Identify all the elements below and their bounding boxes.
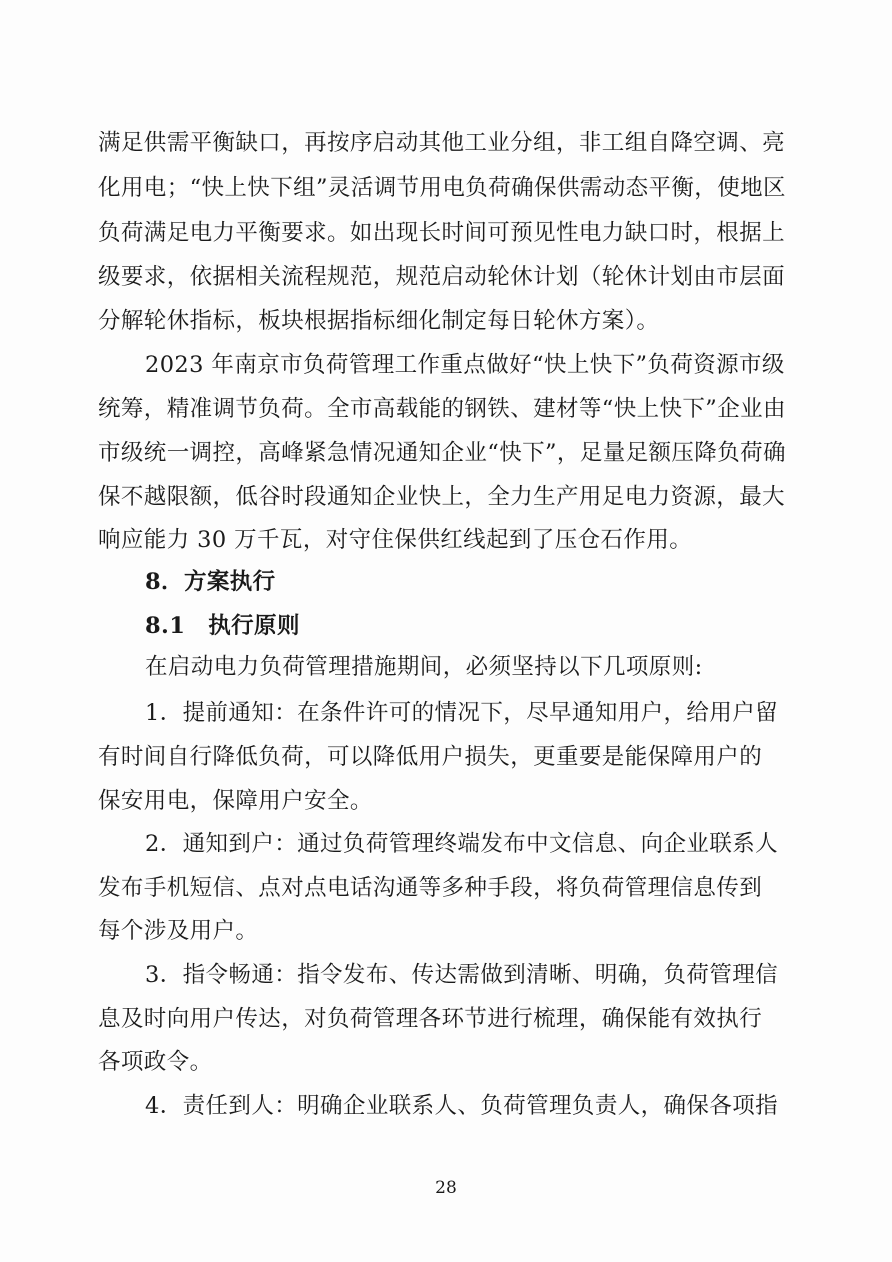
body-text-line: 统筹，精准调节负荷。全市高载能的钢铁、建材等“快上快下”企业由 bbox=[98, 396, 786, 422]
body-text-line: 分解轮休指标，板块根据指标细化制定每日轮休方案）。 bbox=[98, 308, 660, 334]
list-item-first-line: 4．责任到人：明确企业联系人、负荷管理负责人，确保各项指 bbox=[145, 1093, 779, 1119]
paragraph-first-line: 在启动电力负荷管理措施期间，必须坚持以下几项原则: bbox=[145, 654, 703, 680]
list-item-first-line: 1．提前通知：在条件许可的情况下，尽早通知用户，给用户留 bbox=[145, 700, 779, 726]
body-text-line: 保安用电，保障用户安全。 bbox=[98, 788, 373, 814]
body-text-line: 响应能力 30 万千瓦，对守住保供红线起到了压仓石作用。 bbox=[98, 527, 693, 553]
list-item-first-line: 2．通知到户：通过负荷管理终端发布中文信息、向企业联系人 bbox=[145, 831, 779, 857]
body-text-line: 每个涉及用户。 bbox=[98, 918, 259, 944]
body-text-line: 满足供需平衡缺口，再按序启动其他工业分组，非工组自降空调、亮 bbox=[98, 130, 786, 156]
body-text-line: 负荷满足电力平衡要求。如出现长时间可预见性电力缺口时，根据上 bbox=[98, 220, 786, 246]
body-text-line: 有时间自行降低负荷，可以降低用户损失，更重要是能保障用户的 bbox=[98, 744, 763, 770]
section-heading: 8．方案执行 bbox=[145, 569, 276, 595]
body-text-line: 息及时向用户传达，对负荷管理各环节进行梳理，确保能有效执行 bbox=[98, 1006, 763, 1032]
body-text-line: 保不越限额，低谷时段通知企业快上，全力生产用足电力资源，最大 bbox=[98, 484, 786, 510]
body-text-line: 各项政令。 bbox=[98, 1049, 213, 1075]
body-text-line: 级要求，依据相关流程规范，规范启动轮休计划（轮休计划由市层面 bbox=[98, 264, 786, 290]
paragraph-first-line: 2023 年南京市负荷管理工作重点做好“快上快下”负荷资源市级 bbox=[145, 352, 785, 378]
body-text-line: 市级统一调控，高峰紧急情况通知企业“快下”，足量足额压降负荷确 bbox=[98, 440, 786, 466]
body-text-line: 发布手机短信、点对点电话沟通等多种手段，将负荷管理信息传到 bbox=[98, 875, 763, 901]
page-number: 28 bbox=[435, 1178, 457, 1198]
body-text-line: 化用电；“快上快下组”灵活调节用电负荷确保供需动态平衡，使地区 bbox=[98, 175, 786, 201]
subsection-heading: 8.1 执行原则 bbox=[145, 613, 300, 639]
list-item-first-line: 3．指令畅通：指令发布、传达需做到清晰、明确，负荷管理信 bbox=[145, 962, 779, 988]
